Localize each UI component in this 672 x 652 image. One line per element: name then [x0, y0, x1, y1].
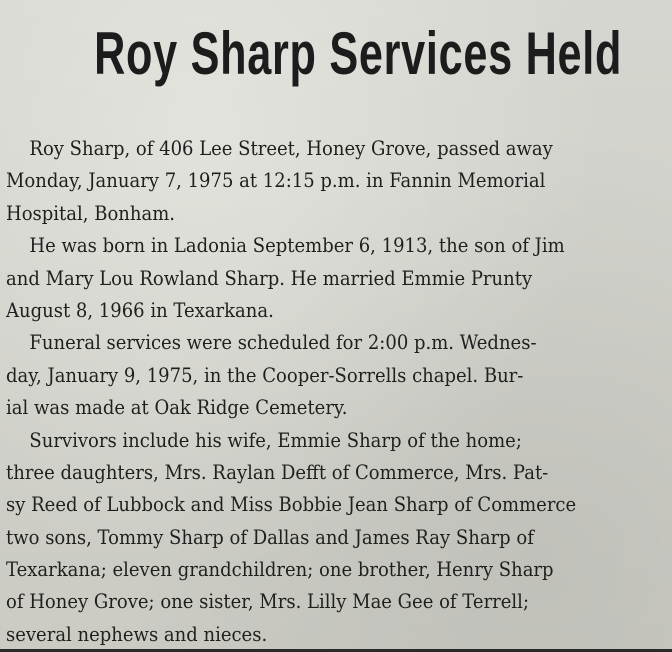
paragraph-line: two sons, Tommy Sharp of Dallas and James Ray Sharp of — [6, 524, 534, 549]
headline: Roy Sharp Services Held — [94, 20, 623, 87]
paragraph-line: sy Reed of Lubbock and Miss Bobbie Jean Sharp of Commerce — [6, 492, 577, 517]
paragraph-line: Funeral services were scheduled for 2:00 p.m. Wednes- — [29, 330, 537, 355]
paragraph-line: He was born in Ladonia September 6, 1913, the son of Jim — [29, 233, 565, 258]
paragraph-line: Hospital, Bonham. — [6, 200, 175, 225]
obituary-body — [6, 132, 672, 650]
paragraph-line: Monday, January 7, 1975 at 12:15 p.m. in Fannin Memorial — [6, 168, 546, 193]
paragraph-line: several nephews and nieces. — [6, 621, 268, 646]
paragraph-line: August 8, 1966 in Texarkana. — [6, 297, 274, 322]
paragraph-line: three daughters, Mrs. Raylan Defft of Commerce, Mrs. Pat- — [6, 459, 549, 484]
paragraph-line: Texarkana; eleven grandchildren; one brother, Henry Sharp — [6, 557, 554, 582]
paragraph-line: and Mary Lou Rowland Sharp. He married Emmie Prunty — [6, 265, 533, 290]
paragraph-line: day, January 9, 1975, in the Cooper-Sorrells chapel. Bur- — [6, 362, 524, 387]
paragraph-line: Survivors include his wife, Emmie Sharp of the home; — [29, 427, 522, 452]
paragraph-line: Roy Sharp, of 406 Lee Street, Honey Grove, passed away — [29, 136, 553, 160]
paragraph-line: ial was made at Oak Ridge Cemetery. — [6, 395, 348, 420]
paragraph-line: of Honey Grove; one sister, Mrs. Lilly Mae Gee of Terrell; — [6, 589, 530, 614]
